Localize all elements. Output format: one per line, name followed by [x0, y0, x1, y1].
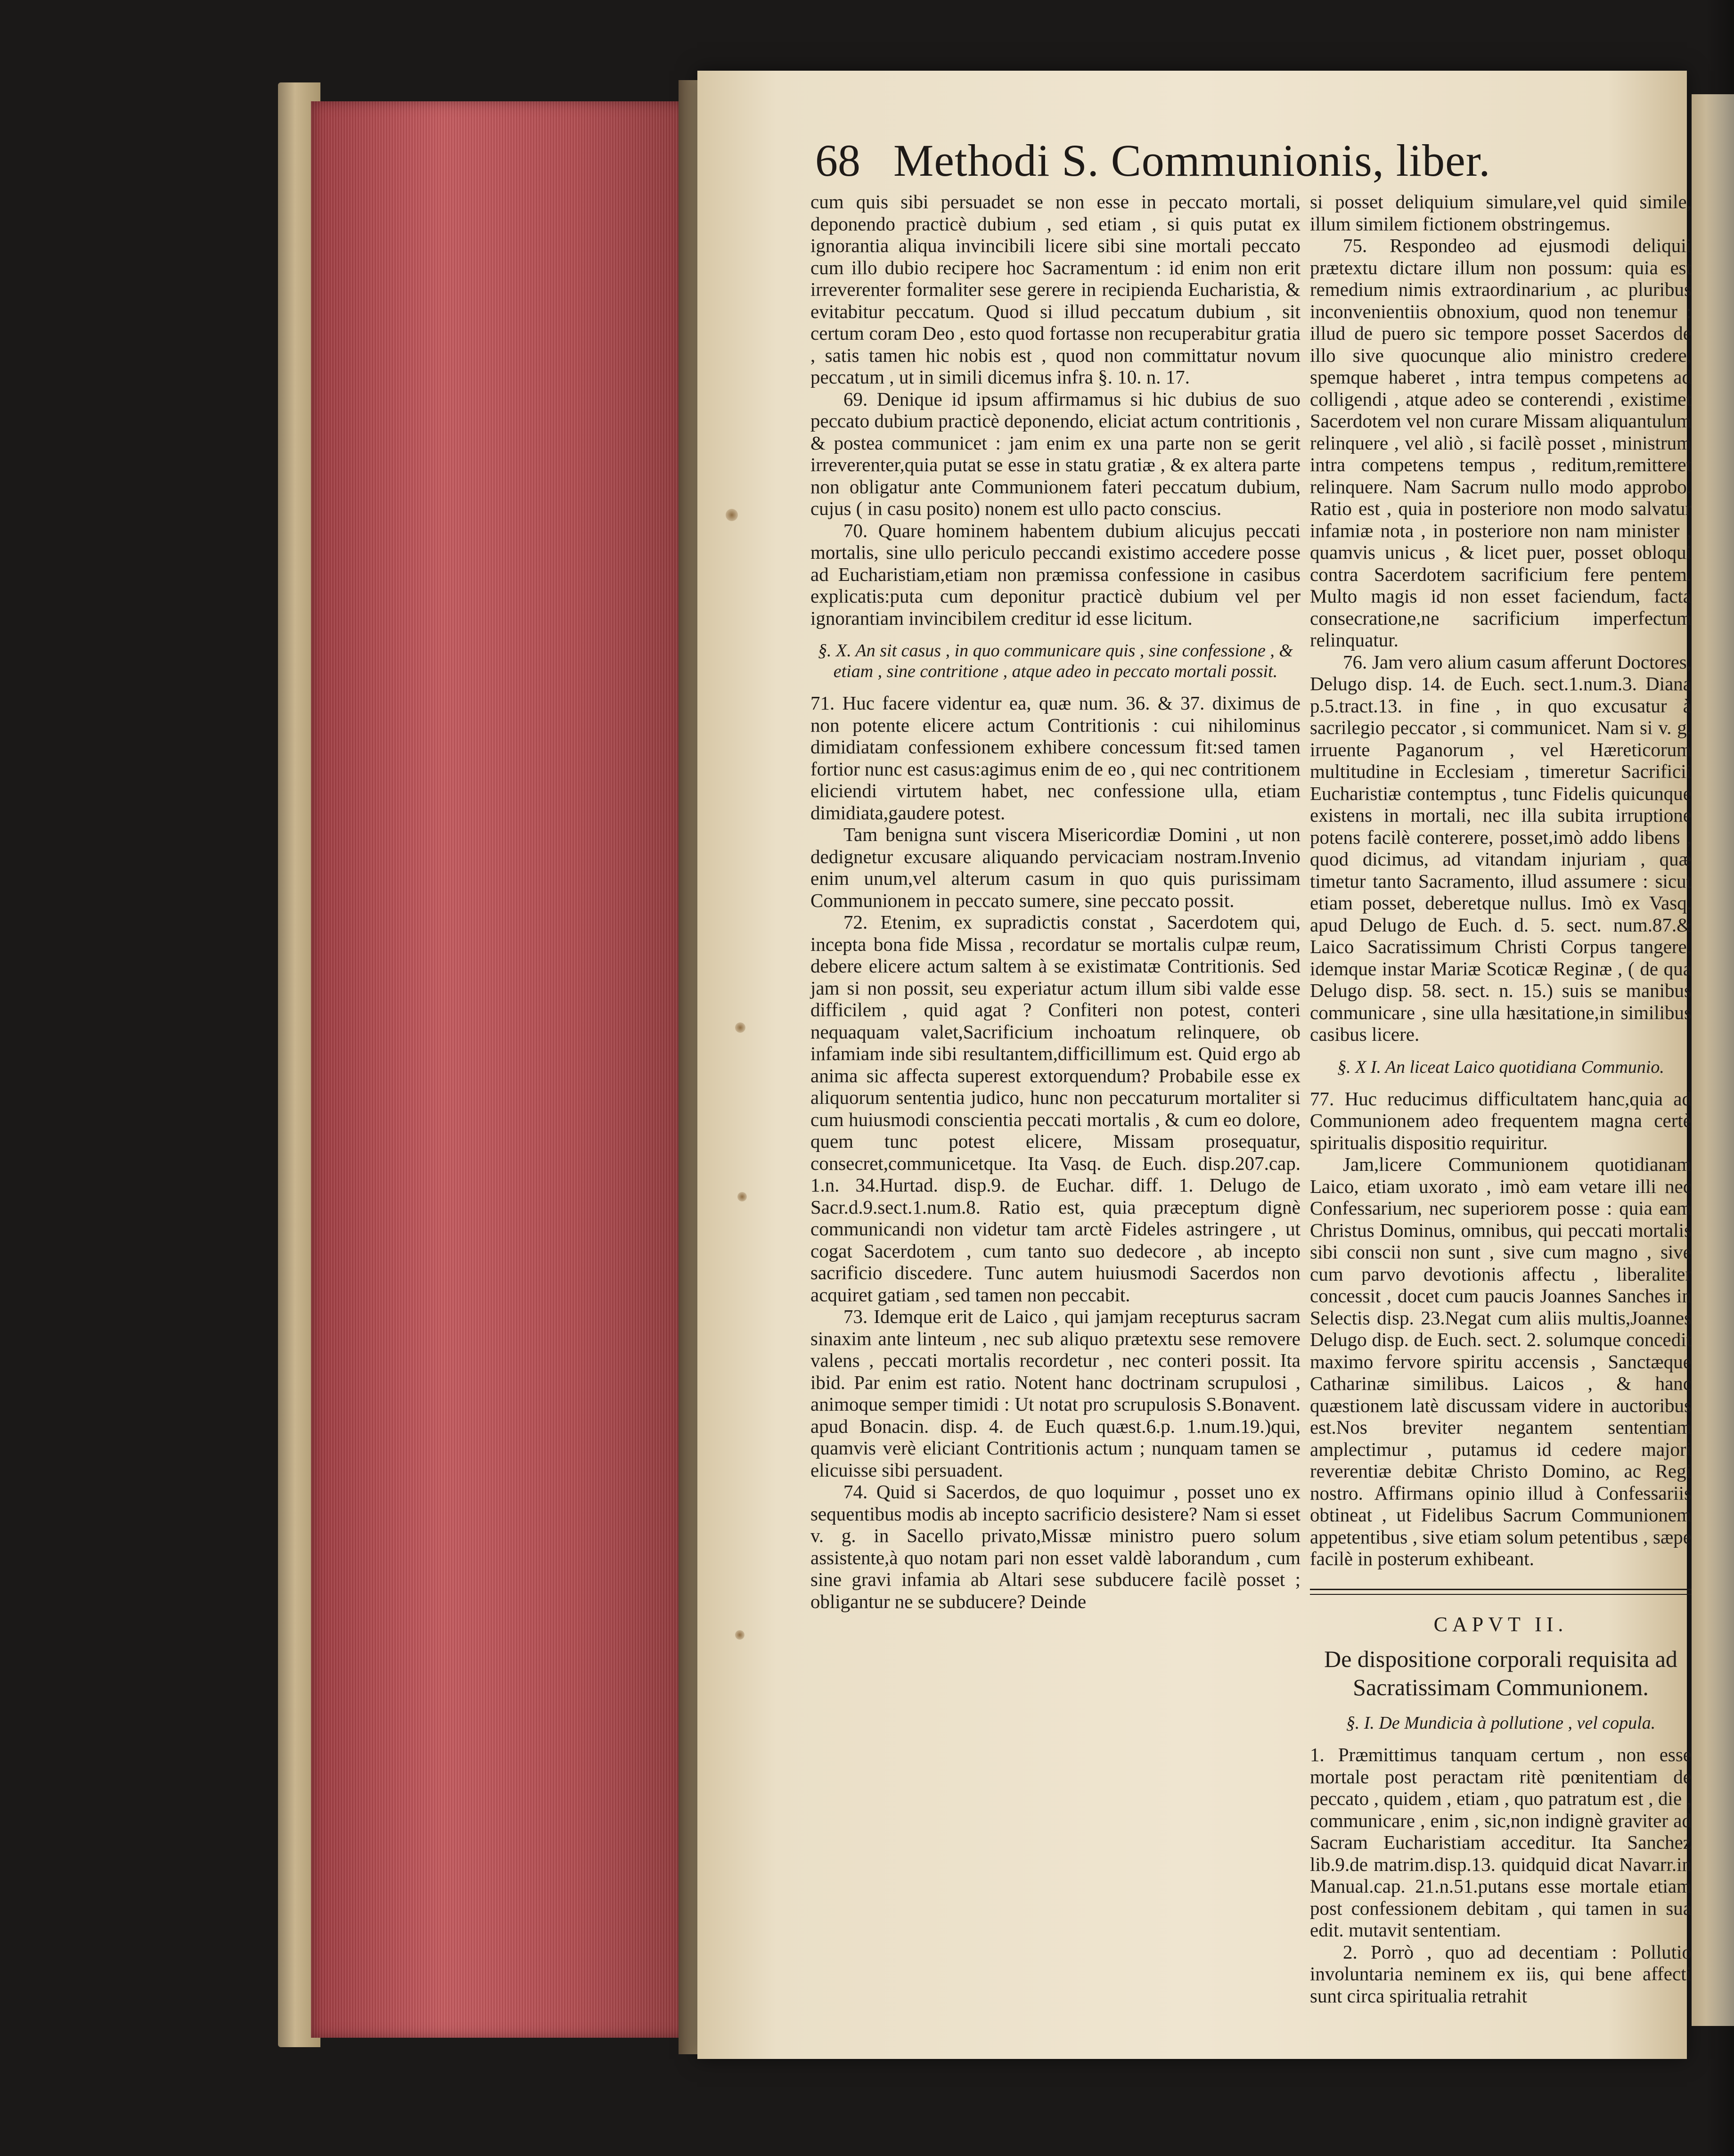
section-heading: §. I. De Mundicia à pollutione , vel copula.: [1346, 1713, 1656, 1733]
chapter-title: De dispositione corporali requisita ad Sacratissimam Communionem.: [1324, 1646, 1677, 1700]
left-column: [810, 191, 1300, 1612]
section-heading: §. X I. An liceat Laico quotidiana Communio.: [1337, 1057, 1664, 1077]
paragraph: 73. Idemque erit de Laico , qui jamjam recepturus sacram sinaxim ante linteum , nec sub aliquo prætextu sese removere valens , peccati mortalis recordetur , nec conteri possit. Ita ibid. Par enim est ratio. Notent hanc doctrinam scrupulosi , animoque semper timidi : Ut notat pro scrupulosis S.Bonavent. apud Bonacin. disp. 4. de Euch quæst.6.p. 1.num.19.)qui, quamvis verè eliciant Contritionis actum ; nunquam tamen se elicuisse sibi persuadent.: [810, 1306, 1300, 1481]
paragraph: 69. Denique id ipsum affirmamus si hic dubius de suo peccato dubium practicè deponendo, eliciat actum contritionis , & postea communicet : jam enim ex una parte non se gerit irreverenter,quia putat se esse in statu gratiæ , & ex altera parte non obligatur ante Communionem fateri peccatum dubium, cujus ( in casu posito) nonem est ullo pacto conscius.: [810, 388, 1300, 519]
paper-stain: [735, 1630, 744, 1640]
paragraph: 2. Porrò , quo ad decentiam : Pollutio involuntaria neminem ex iis, qui bene affecti sunt circa spiritualia retrahit: [1310, 1941, 1692, 2007]
paragraph: cum quis sibi persuadet se non esse in peccato mortali, deponendo practicè dubium , sed etiam , si quis putat ex ignorantia aliqua invincibili licere sibi sine mortali peccato cum illo dubio recipere hoc Sacramentum : id enim non erit irreverenter formaliter sese gerere in recipienda Eucharistia, & evitabitur peccatum. Quod si illud peccatum dubium , sit certum coram Deo , esto quod fortasse non recuperabitur gratia , satis tamen hic nobis est , quod non committatur novum peccatum , ut in simili dicemus infra §. 10. n. 17.: [810, 191, 1300, 388]
scan-shadow: [1706, 0, 1734, 2156]
paper-stain: [737, 1192, 747, 1201]
right-column: [1310, 191, 1692, 2007]
paragraph: 71. Huc facere videntur ea, quæ num. 36. & 37. diximus de non potente elicere actum Contritionis : cui nihilominus dimidiatam confessionem exhibere concessum fit:sed tamen fortior nunc est casus:agimus enim de eo , qui nec contritionem eliciendi virtutem habet, nec confessione ulla, etiam dimidiata,gaudere potest.: [810, 692, 1300, 824]
paragraph: Jam,licere Communionem quotidianam Laico, etiam uxorato , imò eam vetare illi nec Confessarium, nec superiorem posse : quia eam Christus Dominus, omnibus, qui peccati mortalis sibi conscii non sunt , sive cum magno , sive cum parvo devotionis affectu , liberaliter concessit , docet cum paucis Joannes Sanches in Selectis disp. 23.Negat cum aliis multis,Joannes Delugo disp. de Euch. sect. 2. solumque concedit maximo fervore spiritu accensis , Sanctæque Catharinæ similibus. Laicos , & hanc quæstionem latè discussam videre in auctoribus est.Nos breviter negantem sententiam amplectimur , putamus id cedere majori reverentiæ debitæ Christo Domino, ac Regi nostro. Affirmans opinio illud à Confessariis obtineat , ut Fidelibus Sacrum Communionem appetentibus , sive etiam solum petentibus , sæpe facilè in posterum exhibeant.: [1310, 1153, 1692, 1569]
paragraph: 1. Præmittimus tanquam certum , non esse mortale post peractam ritè pœnitentiam de peccato , quidem , etiam , quo patratum est , die , communicare , enim , sic,non indignè graviter ad Sacram Eucharistiam acceditur. Ita Sanchez lib.9.de matrim.disp.13. quidquid dicat Navarr.in Manual.cap. 21.n.51.putans esse mortale etiam post confessionem debitam , qui tamen in sua edit. mutavit sententiam.: [1310, 1744, 1692, 1941]
page-number: 68: [815, 135, 860, 186]
paragraph: 75. Respondeo ad ejusmodi deliquii prætextu dictare illum non possum: quia est remedium nimis extraordinarium , ac pluribus inconvenientiis obnoxium, quod non tenemur : illud de puero sic tempore posset Sacerdos de illo sive quocunque alio ministro credere, spemque haberet , intra tempus competens ad colligendi , atque adeo se conterendi , existimet Sacerdotem vel non curare Missam aliquantulum relinquere , vel aliò , si facilè posset , ministrum intra competens tempus , reditum,remitteret relinquere. Nam Sacrum nullo modo approbo. Ratio est , quia in posteriore non modo salvatur infamiæ nota , in posteriore non nam minister , quamvis unicus , & licet puer, posset obloqui contra Sacerdotem sacrificium fere pentem. Multo magis id non esset faciendum, facta consecratione,ne sacrificium imperfectum relinquatur.: [1310, 235, 1692, 651]
paragraph: 72. Etenim, ex supradictis constat , Sacerdotem qui, incepta bona fide Missa , recordatur se mortalis culpæ reum, debere elicere actum saltem à se existimatæ Contritionis. Sed jam si non possit, seu experiatur actum illum sibi valde esse difficilem , quid agat ? Confiteri non potest, conteri nequaquam valet,Sacrificium inchoatum relinquere, ob infamiam inde sibi resultantem,difficillimum est. Quid ergo ab anima sic affecta superest extorquendum? Probabile esse ex aliquorum sententia judico, hunc non peccaturum mortaliter si cum huiusmodi conscientia peccati mortalis , & cum eo dolore, quem tunc potest elicere, Missam prosequatur, consecret,communicetque. Ita Vasq. de Euch. disp.207.cap. 1.n. 34.Hurtad. disp.9. de Euchar. diff. 1. Delugo de Sacr.d.9.sect.1.num.8. Ratio est, quia præceptum dignè communicandi non videtur tam arctè Fideles astringere , ut cogat Sacerdotem , cum tanto suo dedecore , ab incepto sacrificio discedere. Tunc autem huiusmodi Sacerdos non acquiret gatiam , sed tamen non peccabit.: [810, 911, 1300, 1306]
paragraph: 77. Huc reducimus difficultatem hanc,quia ad Communionem adeo frequentem magna certè spiritualis dispositio requiritur.: [1310, 1087, 1692, 1153]
chapter-label: CAPVT II.: [1433, 1612, 1568, 1636]
running-title: Methodi S. Communionis, liber.: [893, 135, 1491, 186]
chapter-divider: [1310, 1589, 1692, 1595]
paper-stain: [735, 1022, 745, 1033]
paragraph: si posset deliquium simulare,vel quid simile, illum similem fictionem obstringemus.: [1310, 191, 1692, 235]
paragraph: 76. Jam vero alium casum afferunt Doctores, Delugo disp. 14. de Euch. sect.1.num.3. Diana p.5.tract.13. in fine , in quo excusatur à sacrilegio peccator , si communicet. Nam si v. g. irruente Paganorum , vel Hæreticorum multitudine in Ecclesiam , timeretur Sacrificii Eucharistiæ contemptus , tunc Fidelis quicunque existens in mortali, nec illa subita irruptione potens facilè conterere, posset,imò addo libens , quod dicimus, ad vitandam injuriam , quæ timetur tanto Sacramento, illud assumere : sicut etiam posset, deberetque nullus. Imò ex Vasq. apud Delugo de Euch. d. 5. sect. num.87.& Laico Sacratissimum Christi Corpus tangere, idemque instar Mariæ Scoticæ Reginæ , ( de qua Delugo disp. 58. sect. n. 15.) suis se manibus communicare , sine ulla hæsitatione,in similibus casibus licere.: [1310, 651, 1692, 1045]
red-fore-edge: [311, 101, 688, 2038]
paragraph: 70. Quare hominem habentem dubium alicujus peccati mortalis, sine ullo periculo peccandi existimo accedere posse ad Eucharistiam,etiam non præmissa confessione in casibus explicatis:puta cum deponitur practicè dubium vel per ignorantiam invincibilem creditur id esse licitum.: [810, 519, 1300, 629]
paragraph: Tam benigna sunt viscera Misericordiæ Domini , ut non dedignetur excusare aliquando pervicaciam nostram.Invenio enim unum,vel alterum casum in quo quis purissimam Communionem in peccato sumere, sine peccato possit.: [810, 824, 1300, 911]
running-head: [815, 134, 1621, 187]
paper-stain: [726, 509, 738, 521]
section-heading: §. X. An sit casus , in quo communicare quis , sine confessione , & etiam , sine contritione , atque adeo in peccato mortali possit.: [818, 641, 1293, 681]
paragraph: 74. Quid si Sacerdos, de quo loquimur , posset uno ex sequentibus modis ab incepto sacrificio desistere? Nam si esset v. g. in Sacello privato,Missæ ministro puero solum assistente,à quo notam pari non esset valdè laborandum , cum sine gravi infamia ab Altari sese subducere facilè posset ; obligantur ne se subducere? Deinde: [810, 1481, 1300, 1612]
